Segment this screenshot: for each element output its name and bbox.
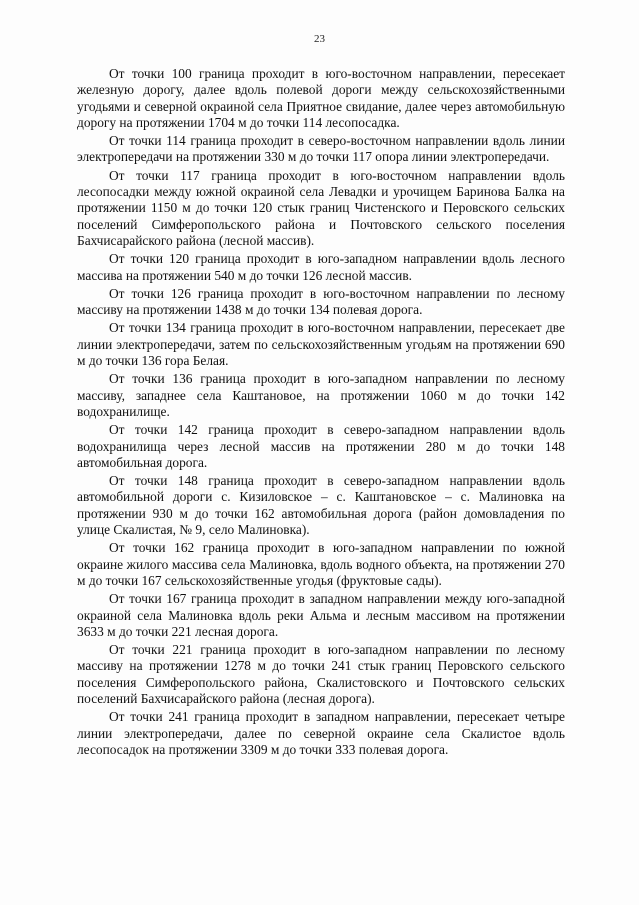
paragraph: От точки 136 граница проходит в юго-западном направлении по лесному массиву, западнее села Каштановое, на протяжении 1060 м до точки 142 водохранилище. (77, 371, 565, 419)
paragraph: От точки 114 граница проходит в северо-восточном направлении вдоль линии электропередачи на протяжении 330 м до точки 117 опора линии электропередачи. (77, 133, 565, 165)
paragraph: От точки 126 граница проходит в юго-восточном направлении по лесному массиву на протяжении 1438 м до точки 134 полевая дорога. (77, 285, 565, 318)
paragraph: От точки 120 граница проходит в юго-западном направлении вдоль лесного массива на протяжении 540 м до точки 126 лесной массив. (77, 251, 565, 283)
paragraph: От точки 148 граница проходит в северо-западном направлении вдоль автомобильной дороги с. Кизиловское – с. Каштановское – с. Малиновка на протяжении 930 м до точки 162 автомобильная дорога (район домовладения по улице Скалистая, № 9, село Малиновка). (77, 473, 565, 538)
paragraph: От точки 162 граница проходит в юго-западном направлении по южной окраине жилого массива села Малиновка, вдоль водного объекта, на протяжении 270 м до точки 167 сельскохозяйственные угодья (фруктовые сады). (77, 540, 565, 588)
document-body (77, 66, 565, 760)
paragraph: От точки 134 граница проходит в юго-восточном направлении, пересекает две линии электропередачи, затем по сельскохозяйственным угодьям на протяжении 690 м до точки 136 гора Белая. (77, 320, 565, 369)
paragraph: От точки 142 граница проходит в северо-западном направлении вдоль водохранилища через лесной массив на протяжении 280 м до точки 148 автомобильная дорога. (77, 422, 565, 470)
paragraph: От точки 167 граница проходит в западном направлении между юго-западной окраиной села Малиновка вдоль реки Альма и лесным массивом на протяжении 3633 м до точки 221 лесная дорога. (77, 591, 565, 639)
paragraph: От точки 100 граница проходит в юго-восточном направлении, пересекает железную дорогу, далее вдоль полевой дороги между сельскохозяйственными угодьями и северной окраиной села Приятное свидание, далее через автомобильную дорогу на протяжении 1704 м до точки 114 лесопосадка. (77, 66, 565, 130)
paragraph: От точки 221 граница проходит в юго-западном направлении по лесному массиву на протяжении 1278 м до точки 241 стык границ Перовского сельского поселения Симферопольского района, Скалистовского и Почтовского сельских поселений Бахчисарайского района (лесная дорога). (77, 642, 565, 706)
paragraph: От точки 117 граница проходит в юго-восточном направлении вдоль лесопосадки между южной окраиной села Левадки и урочищем Баринова Балка на протяжении 1150 м до точки 120 стык границ Чистенского и Перовского сельских поселений Симферопольского района и Почтовского сельского поселения Бахчисарайского района (лесной массив). (77, 167, 565, 248)
page-number: 23 (314, 33, 325, 45)
paragraph: От точки 241 граница проходит в западном направлении, пересекает четыре линии электропередачи, далее по северной окраине села Скалистое вдоль лесопосадок на протяжении 3309 м до точки 333 полевая дорога. (77, 709, 565, 757)
